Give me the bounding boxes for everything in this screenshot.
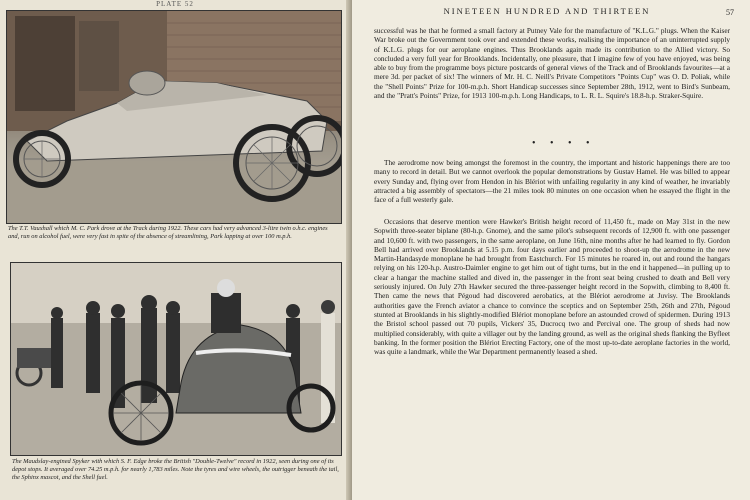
section-separator: • • • • [532, 138, 596, 149]
spyker-depot-stop-photo [10, 262, 342, 456]
vauxhall-car-illustration [7, 11, 341, 223]
paragraph-2: The aerodrome now being amongst the foremost in the country, the important and historic happenings there are too many to record in detail. But we cannot overlook the popular demonstrations by Gustav Hamel. He was billed to appear every Sunday and, flying over from Hendon in his Blériot with unfailing regularity in any kind of weather, he invariably attracted a big assembly of spectators—the 21 miles took 80 minutes on one occasion when he essayed the flight in the face of a full westerly gale. [374, 158, 730, 205]
top-photo-caption: The T.T. Vauxhall which M. C. Park drove at the Track during 1922. These cars had very advanced 3-litre twin o.h.c. engines and, run on alcohol fuel, were very fast in spite of the absence of streamlining, Park lapping at over 100 m.p.h. [8, 225, 328, 240]
left-page [0, 0, 352, 500]
page-number: 57 [726, 8, 734, 17]
bottom-photo-caption: The Maudslay-engined Spyker with which S. F. Edge broke the British "Double-Twelve" record in 1922, seen during one of its depot stops. It averaged over 74.25 m.p.h. for nearly 1,783 miles. Note the tyres and wire wheels, the outrigger beneath the tail, the Sphinx mascot, and the Shell fuel. [12, 458, 339, 481]
plate-label: PLATE 52 [156, 0, 194, 8]
spyker-car-illustration [11, 263, 341, 455]
running-head: NINETEEN HUNDRED AND THIRTEEN [443, 6, 651, 16]
vauxhall-racing-car-photo [6, 10, 342, 224]
paragraph-3: Occasions that deserve mention were Hawker's British height record of 11,450 ft., made on May 31st in the new Sopwith three-seater biplane (80-h.p. Gnome), and the same pilot's subsequent records of 12,900 ft. with one passenger and 10,600 ft. with two passengers, in the same aeroplane, on June 16th, nine months after he had learned to fly. Gordon Bell had arrived over Brooklands at 5.15 p.m. four days earlier and proceeded to shoot-up the aerodrome in the new Martin-Handasyde monoplane he had brought from Eastchurch. For 15 minutes he roared in, out and round the hangars relying on his 120-h.p. Austro-Daimler engine to get him out of tight turns, but in the end it happened—in pulling up to clear a hangar the machine stalled and dived in, the passenger in the front seat being crushed to death and Bell very seriously injured. On July 27th Hawker secured the three-passenger height record in the Sopwith, climbing to 8,400 ft. Then came the news that Pégoud had discovered aerobatics, at the Blériot aerodrome at Juvisy. The Brooklands authorities gave the French aviator a chance to convince the sceptics and on September 25th, 26th and 27th, Pégoud stunted at Brooklands in his slightly-modified Blériot monoplane before an astounded crowd of spidermen. During 1913 the Bristol school passed out 70 pupils, Vickers' 35, Ducrocq two and Percival one. The group of sheds had now multiplied considerably, with quite a villager out by the landing ground, as well as the original sheds flanking the Byfleet banking. In the former position the Blériot Erecting Factory, one of the most up-to-date aeroplane factories in the world, was quite a landmark, while the War Department permanently leased a shed. [374, 217, 730, 357]
paragraph-1: successful was he that he formed a small factory at Putney Vale for the manufacture of "K.L.G." plugs. When the Kaiser War broke out the Government took over and extended these works, realising the importance of an uninterrupted supply of K.L.G. plugs for our aeroplane engines. Thus Brooklands again made its contribution to the Allied victory. So concluded a very full year for Brooklands. Incidentally, one pleasure, that I imagine few of you have enjoyed, was being able to buy from the programme boys picture postcards of general views of the Track and of Brooklands favourites—at a mere 3d. per packet of six! The winners of Mr. H. C. Neill's Private Competitors "Points Cup" was O. D. Poliak, while the "Shell Points" Prize for 100-m.p.h. Short Handicap successes since September 28th, 1912, went to Bird's Sunbeam, and the "Pratt's Points" Prize, for 1913 100-m.p.h. Long Handicaps, to L. R. L. Squire's 18.8-h.p. Straker-Squire. [374, 26, 730, 101]
right-page [352, 0, 750, 500]
